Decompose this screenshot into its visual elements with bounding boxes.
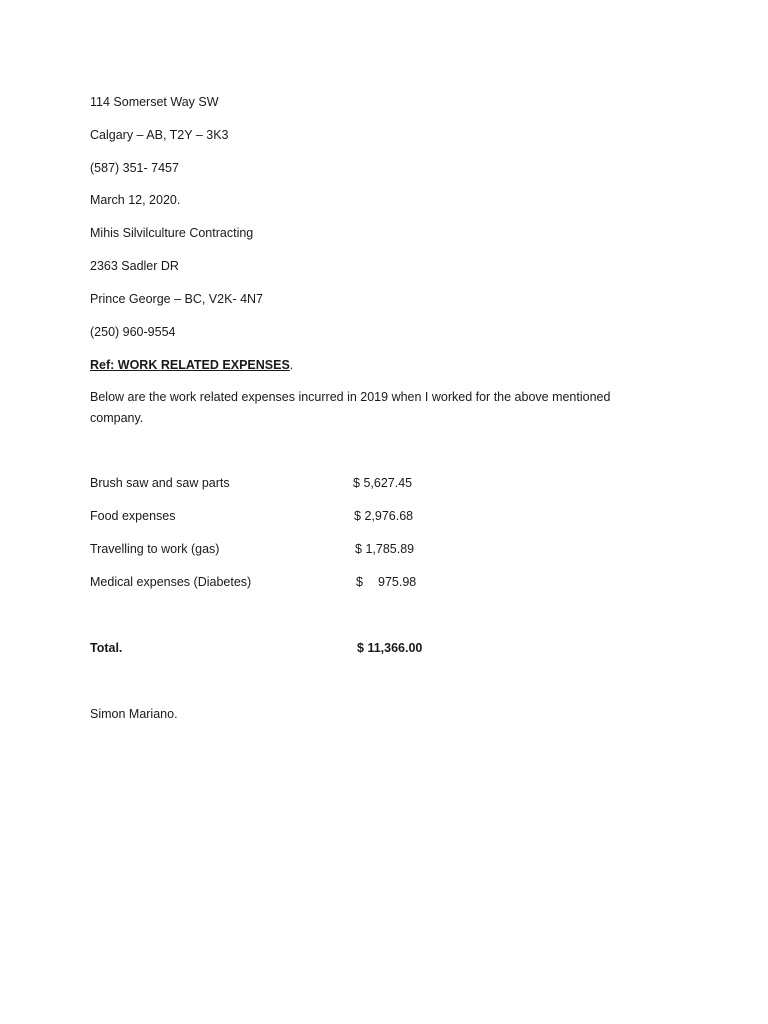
- currency-symbol: $: [357, 641, 364, 655]
- expense-value: 2,976.68: [364, 509, 414, 523]
- total-row: [90, 640, 490, 656]
- letter-date: March 12, 2020.: [90, 193, 181, 207]
- currency-symbol: $: [355, 542, 362, 556]
- expense-row: [90, 574, 490, 590]
- intro-paragraph: Below are the work related expenses incurred in 2019 when I worked for the above mentioned company.: [90, 390, 611, 425]
- expense-amount: [355, 541, 414, 557]
- expense-amount: [354, 508, 413, 524]
- reference-line: [90, 357, 293, 373]
- currency-symbol: $: [356, 575, 363, 589]
- expense-label: Medical expenses (Diabetes): [90, 575, 252, 589]
- currency-symbol: $: [354, 509, 361, 523]
- expense-amount: [353, 475, 412, 491]
- recipient-street: 2363 Sadler DR: [90, 259, 179, 273]
- recipient-city: Prince George – BC, V2K- 4N7: [90, 292, 263, 306]
- reference-label: Ref: WORK RELATED EXPENSES: [90, 358, 290, 372]
- sender-street: 114 Somerset Way SW: [90, 95, 219, 109]
- reference-trailing: .: [289, 358, 294, 372]
- sender-phone: (587) 351- 7457: [90, 161, 179, 175]
- recipient-phone: (250) 960-9554: [90, 325, 176, 339]
- expense-row: [90, 508, 490, 524]
- expense-value: 1,785.89: [365, 542, 415, 556]
- signature: Simon Mariano.: [90, 707, 178, 721]
- expense-row: [90, 541, 490, 557]
- sender-city: Calgary – AB, T2Y – 3K3: [90, 128, 229, 142]
- expense-label: Food expenses: [90, 509, 176, 523]
- expense-value: 5,627.45: [363, 476, 413, 490]
- expense-label: Brush saw and saw parts: [90, 476, 230, 490]
- expense-value: 975.98: [378, 575, 417, 589]
- total-label: Total.: [90, 641, 123, 655]
- recipient-company: Mihis Silvilculture Contracting: [90, 226, 254, 240]
- total-value: 11,366.00: [367, 641, 423, 655]
- currency-symbol: $: [353, 476, 360, 490]
- expense-label: Travelling to work (gas): [90, 542, 220, 556]
- expense-row: [90, 475, 490, 491]
- total-amount: [357, 640, 422, 656]
- expense-amount: [356, 574, 416, 590]
